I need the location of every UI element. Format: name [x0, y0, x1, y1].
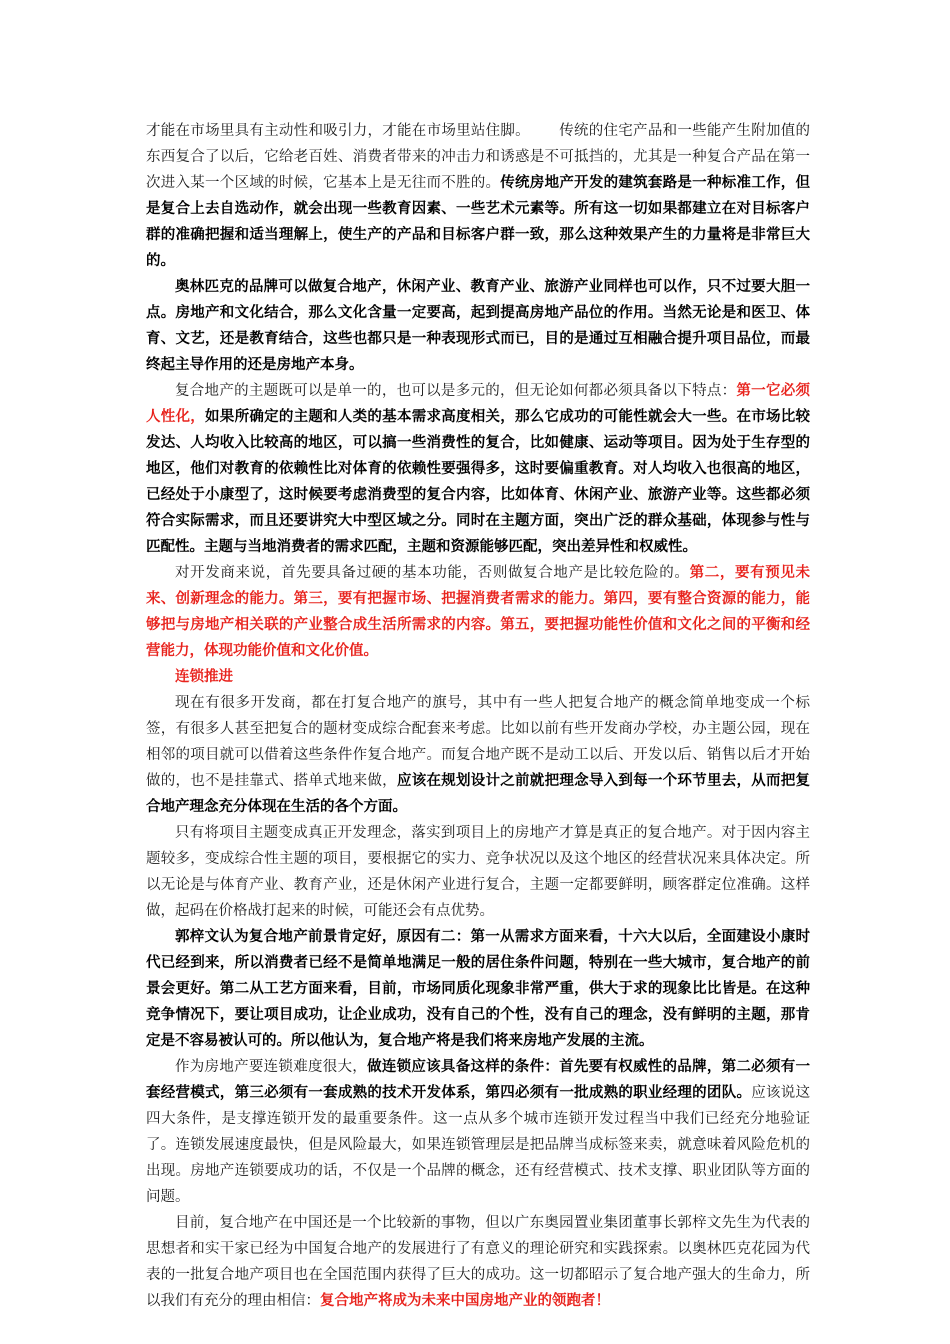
paragraph-8-bold-text: 做连锁应该具备这样的条件：首先要有权威性的品牌，第二必须有一套经营模式，第三必须有一套成熟的技术开发体系，第四必须有一批成熟的职业经理的团队。: [146, 1058, 811, 1101]
paragraph-1: [146, 118, 810, 274]
paragraph-6-text: 只有将项目主题变成真正开发理念，落实到项目上的房地产才算是真正的复合地产。对于因内容主题较多，变成综合性主题的项目，要根据它的实力、竞争状况以及这个地区的经营状况来具体决定。所以无论是与体育产业、教育产业，还是休闲产业进行复合，主题一定都要鲜明，顾客群定位准确。这样做，起码在价格战打起来的时候，可能还会有点优势。: [146, 825, 810, 919]
paragraph-4-intro: 对开发商来说，首先要具备过硬的基本功能，否则做复合地产是比较危险的。: [175, 565, 690, 581]
paragraph-5-text: 现在有很多开发商，都在打复合地产的旗号，其中有一些人把复合地产的概念简单地变成一个标签，有很多人甚至把复合的题材变成综合配套来考虑。比如以前有些开发商办学校，办主题公园，现在相邻的项目就可以借着这些条件作复合地产。而复合地产既不是动工以后、开发以后、销售以后才开始做的，也不是挂靠式、搭单式地来做，: [146, 695, 810, 789]
paragraph-7: [146, 924, 810, 1054]
paragraph-8: [146, 1054, 810, 1210]
paragraph-3-bold-text: 如果所确定的主题和人类的基本需求高度相关，那么它成功的可能性就会大一些。在市场比较发达、人均收入比较高的地区，可以搞一些消费性的复合，比如健康、运动等项目。因为处于生存型的地区，他们对教育的依赖性比对体育的依赖性要强得多，这时要偏重教育。对人均收入也很高的地区，已经处于小康型了，这时候要考虑消费型的复合内容，比如体育、休闲产业、旅游产业等。这些都必须符合实际需求，而且还要讲究大中型区域之分。同时在主题方面，突出广泛的群众基础，体现参与性与匹配性。主题与当地消费者的需求匹配，主题和资源能够匹配，突出差异性和权威性。: [146, 408, 810, 555]
paragraph-1-sentence-2: 传统的住宅产品和一些能产生附加值的东西复合了以后，它给老百姓、消费者带来的冲击力和诱惑是不可抵挡的，尤其是一种复合产品在第一次进入某一个区域的时候，它基本上是无往而不胜的。: [146, 123, 810, 191]
paragraph-4-red-highlight: 第二，要有预见未来、创新理念的能力。第三，要有把握市场、把握消费者需求的能力。第四，要有整合资源的能力，能够把与房地产相关联的产业整合成生活所需求的内容。第五，要把握功能性价值和文化之间的平衡和经营能力，体现功能价值和文化价值。: [146, 564, 811, 659]
paragraph-5: [146, 690, 810, 820]
paragraph-4: [146, 560, 810, 664]
paragraph-9-red-highlight: 复合地产将成为未来中国房地产业的领跑者！: [320, 1292, 610, 1309]
paragraph-9: [146, 1210, 810, 1314]
paragraph-3: [146, 378, 810, 560]
paragraph-3-intro: 复合地产的主题既可以是单一的，也可以是多元的，但无论如何都必须具备以下特点：: [175, 383, 737, 399]
paragraph-2-bold-text: 奥林匹克的品牌可以做复合地产，休闲产业、教育产业、旅游产业同样也可以作，只不过要大胆一点。房地产和文化结合，那么文化含量一定要高，起到提高房地产品位的作用。当然无论是和医卫、体育、文艺，还是教育结合，这些也都只是一种表现形式而已，目的是通过互相融合提升项目品位，而最终起主导作用的还是房地产本身。: [146, 278, 810, 373]
paragraph-2: [146, 274, 810, 378]
paragraph-5-bold-text: 应该在规划设计之前就把理念导入到每一个环节里去，从而把复合地产理念充分体现在生活的各个方面。: [146, 772, 811, 815]
document-body: [146, 118, 810, 1314]
paragraph-9-text: 目前，复合地产在中国还是一个比较新的事物，但以广东奥园置业集团董事长郭梓文先生为代表的思想者和实干家已经为中国复合地产的发展进行了有意义的理论研究和实践探索。以奥林匹克花园为代表的一批复合地产项目也在全国范围内获得了巨大的成功。这一切都昭示了复合地产强大的生命力，所以我们有充分的理由相信：: [146, 1215, 810, 1309]
paragraph-7-bold-text: 郭梓文认为复合地产前景肯定好，原因有二：第一从需求方面来看，十六大以后，全面建设小康时代已经到来，所以消费者已经不是简单地满足一般的居住条件问题，特别在一些大城市，复合地产的前景会更好。第二从工艺方面来看，目前，市场同质化现象非常严重，供大于求的现象比比皆是。在这种竞争情况下，要让项目成功，让企业成功，没有自己的个性，没有自己的理念，没有鲜明的主题，那肯定是不容易被认可的。所以他认为，复合地产将是我们将来房地产发展的主流。: [146, 928, 810, 1049]
paragraph-6: [146, 820, 810, 924]
paragraph-3-red-highlight: 第一它必须人性化，: [146, 382, 811, 425]
paragraph-1-bold-text: 传统房地产开发的建筑套路是一种标准工作，但是复合上去自选动作，就会出现一些教育因素、一些艺术元素等。所有这一切如果都建立在对目标客户群的准确把握和适当理解上，使生产的产品和目标客户群一致，那么这种效果产生的力量将是非常巨大的。: [146, 174, 811, 269]
section-heading: [146, 664, 810, 690]
section-heading-text: 连锁推进: [175, 668, 233, 685]
paragraph-8-intro: 作为房地产要连锁难度很大，: [175, 1059, 368, 1075]
paragraph-1-sentence-1: 才能在市场里具有主动性和吸引力，才能在市场里站住脚。: [146, 123, 530, 139]
paragraph-8-text: 应该说这四大条件，是支撑连锁开发的最重要条件。这一点从多个城市连锁开发过程当中我们已经充分地验证了。连锁发展速度最快，但是风险最大，如果连锁管理层是把品牌当成标签来卖，就意味着风险危机的出现。房地产连锁要成功的话，不仅是一个品牌的概念，还有经营模式、技术支撑、职业团队等方面的问题。: [146, 1085, 811, 1205]
